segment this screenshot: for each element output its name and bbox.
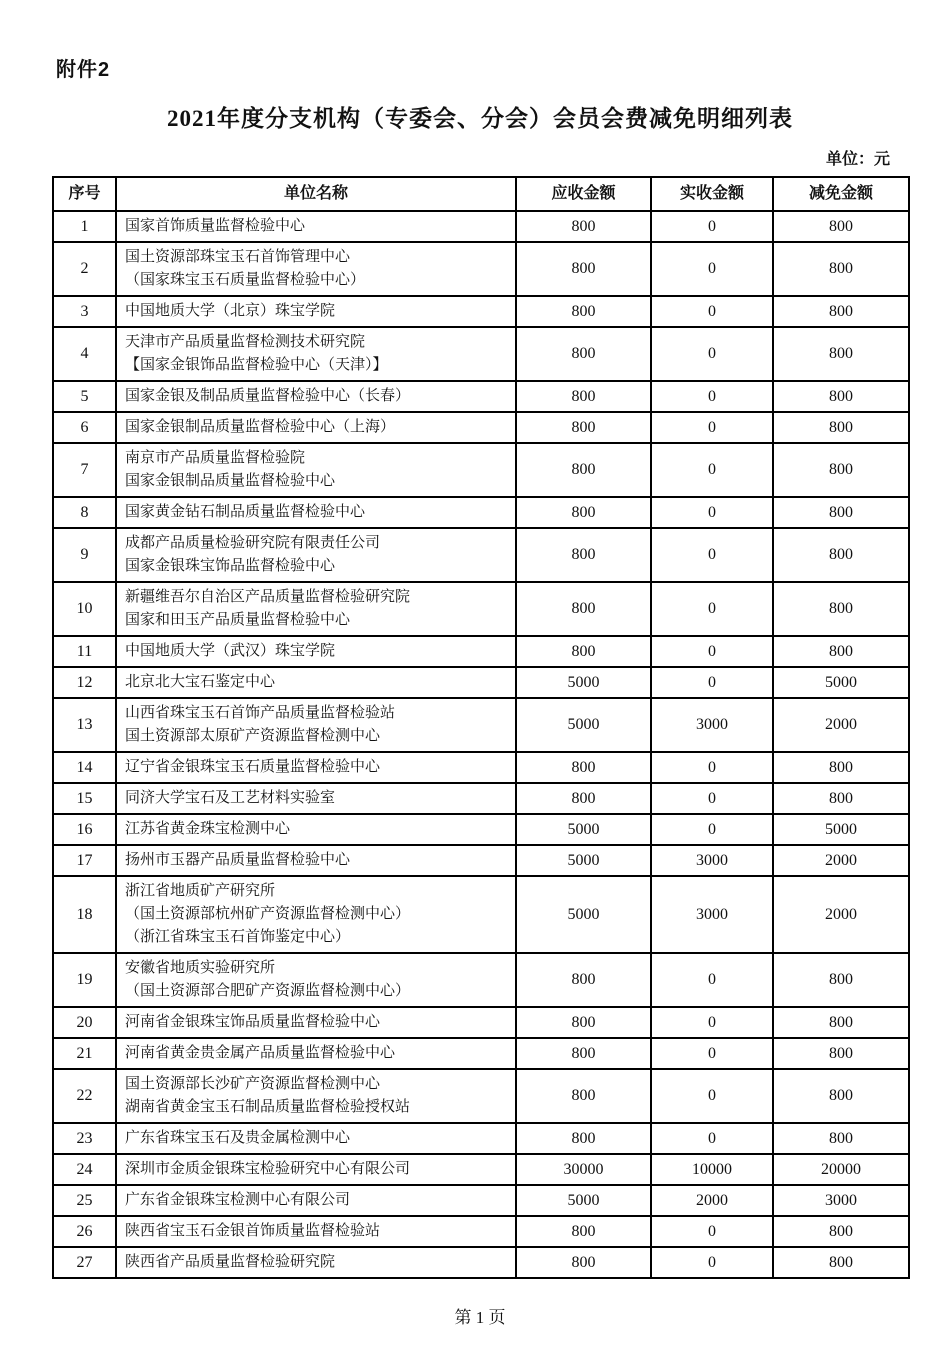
table-row	[53, 1154, 909, 1185]
unit-name-cell: 河南省金银珠宝饰品质量监督检验中心	[116, 1007, 516, 1038]
received-amount-cell: 3000	[651, 845, 773, 876]
table-row	[53, 1247, 909, 1278]
receivable-amount-cell: 800	[516, 327, 651, 381]
table-row	[53, 698, 909, 752]
reduction-amount-cell: 2000	[773, 876, 909, 953]
unit-name-cell: 国家金银制品质量监督检验中心（上海）	[116, 412, 516, 443]
received-amount-cell: 0	[651, 953, 773, 1007]
table-header-row	[53, 177, 909, 211]
reduction-amount-cell: 800	[773, 381, 909, 412]
receivable-amount-cell: 800	[516, 1247, 651, 1278]
receivable-amount-cell: 800	[516, 211, 651, 242]
reduction-amount-cell: 800	[773, 296, 909, 327]
receivable-amount-cell: 800	[516, 783, 651, 814]
unit-name-cell: 成都产品质量检验研究院有限责任公司 国家金银珠宝饰品监督检验中心	[116, 528, 516, 582]
reduction-amount-cell: 800	[773, 1247, 909, 1278]
receivable-amount-cell: 30000	[516, 1154, 651, 1185]
row-number-cell: 23	[53, 1123, 116, 1154]
received-amount-cell: 0	[651, 242, 773, 296]
receivable-amount-cell: 800	[516, 497, 651, 528]
table-row	[53, 1007, 909, 1038]
receivable-amount-cell: 800	[516, 636, 651, 667]
receivable-amount-cell: 800	[516, 381, 651, 412]
unit-name-cell: 国土资源部珠宝玉石首饰管理中心 （国家珠宝玉石质量监督检验中心）	[116, 242, 516, 296]
header-receivable-amount: 应收金额	[516, 177, 651, 211]
reduction-amount-cell: 2000	[773, 845, 909, 876]
reduction-amount-cell: 800	[773, 211, 909, 242]
unit-name-cell: 国家黄金钻石制品质量监督检验中心	[116, 497, 516, 528]
reduction-amount-cell: 800	[773, 636, 909, 667]
receivable-amount-cell: 800	[516, 296, 651, 327]
reduction-amount-cell: 800	[773, 327, 909, 381]
received-amount-cell: 0	[651, 636, 773, 667]
row-number-cell: 12	[53, 667, 116, 698]
reduction-amount-cell: 800	[773, 412, 909, 443]
received-amount-cell: 3000	[651, 698, 773, 752]
row-number-cell: 2	[53, 242, 116, 296]
unit-name-cell: 国土资源部长沙矿产资源监督检测中心 湖南省黄金宝玉石制品质量监督检验授权站	[116, 1069, 516, 1123]
received-amount-cell: 0	[651, 412, 773, 443]
received-amount-cell: 0	[651, 1216, 773, 1247]
table-row	[53, 242, 909, 296]
unit-name-cell: 江苏省黄金珠宝检测中心	[116, 814, 516, 845]
received-amount-cell: 0	[651, 1247, 773, 1278]
row-number-cell: 5	[53, 381, 116, 412]
reduction-amount-cell: 20000	[773, 1154, 909, 1185]
receivable-amount-cell: 5000	[516, 1185, 651, 1216]
receivable-amount-cell: 800	[516, 1007, 651, 1038]
row-number-cell: 4	[53, 327, 116, 381]
unit-name-cell: 新疆维吾尔自治区产品质量监督检验研究院 国家和田玉产品质量监督检验中心	[116, 582, 516, 636]
row-number-cell: 15	[53, 783, 116, 814]
receivable-amount-cell: 800	[516, 242, 651, 296]
unit-name-cell: 河南省黄金贵金属产品质量监督检验中心	[116, 1038, 516, 1069]
row-number-cell: 21	[53, 1038, 116, 1069]
received-amount-cell: 0	[651, 667, 773, 698]
table-row	[53, 636, 909, 667]
header-unit-name: 单位名称	[116, 177, 516, 211]
reduction-amount-cell: 800	[773, 953, 909, 1007]
row-number-cell: 16	[53, 814, 116, 845]
unit-name-cell: 中国地质大学（北京）珠宝学院	[116, 296, 516, 327]
reduction-amount-cell: 800	[773, 582, 909, 636]
table-header	[53, 177, 909, 211]
row-number-cell: 1	[53, 211, 116, 242]
receivable-amount-cell: 800	[516, 528, 651, 582]
received-amount-cell: 3000	[651, 876, 773, 953]
receivable-amount-cell: 800	[516, 752, 651, 783]
row-number-cell: 13	[53, 698, 116, 752]
table-row	[53, 1069, 909, 1123]
unit-name-cell: 安徽省地质实验研究所 （国土资源部合肥矿产资源监督检测中心）	[116, 953, 516, 1007]
receivable-amount-cell: 800	[516, 582, 651, 636]
reduction-amount-cell: 800	[773, 242, 909, 296]
unit-name-cell: 辽宁省金银珠宝玉石质量监督检验中心	[116, 752, 516, 783]
row-number-cell: 26	[53, 1216, 116, 1247]
receivable-amount-cell: 5000	[516, 814, 651, 845]
received-amount-cell: 0	[651, 582, 773, 636]
unit-name-cell: 北京北大宝石鉴定中心	[116, 667, 516, 698]
receivable-amount-cell: 800	[516, 953, 651, 1007]
received-amount-cell: 0	[651, 1007, 773, 1038]
table-body	[53, 211, 909, 1278]
row-number-cell: 25	[53, 1185, 116, 1216]
unit-name-cell: 陕西省宝玉石金银首饰质量监督检验站	[116, 1216, 516, 1247]
unit-name-cell: 国家首饰质量监督检验中心	[116, 211, 516, 242]
table-row	[53, 381, 909, 412]
table-row	[53, 953, 909, 1007]
reduction-amount-cell: 800	[773, 443, 909, 497]
received-amount-cell: 0	[651, 752, 773, 783]
received-amount-cell: 0	[651, 1069, 773, 1123]
unit-name-cell: 南京市产品质量监督检验院 国家金银制品质量监督检验中心	[116, 443, 516, 497]
unit-name-cell: 浙江省地质矿产研究所 （国土资源部杭州矿产资源监督检测中心） （浙江省珠宝玉石首饰鉴定中心）	[116, 876, 516, 953]
receivable-amount-cell: 800	[516, 1038, 651, 1069]
reduction-amount-cell: 800	[773, 783, 909, 814]
reduction-amount-cell: 800	[773, 1216, 909, 1247]
reduction-amount-cell: 800	[773, 1069, 909, 1123]
page-number-footer: 第 1 页	[454, 1308, 506, 1327]
header-received-amount: 实收金额	[651, 177, 773, 211]
row-number-cell: 8	[53, 497, 116, 528]
row-number-cell: 20	[53, 1007, 116, 1038]
receivable-amount-cell: 5000	[516, 698, 651, 752]
received-amount-cell: 0	[651, 783, 773, 814]
table-row	[53, 752, 909, 783]
unit-name-cell: 扬州市玉器产品质量监督检验中心	[116, 845, 516, 876]
reduction-amount-cell: 800	[773, 497, 909, 528]
row-number-cell: 11	[53, 636, 116, 667]
reduction-amount-cell: 800	[773, 1038, 909, 1069]
received-amount-cell: 2000	[651, 1185, 773, 1216]
unit-note: 单位：元	[825, 151, 890, 168]
received-amount-cell: 0	[651, 814, 773, 845]
receivable-amount-cell: 800	[516, 1123, 651, 1154]
table-row	[53, 582, 909, 636]
row-number-cell: 9	[53, 528, 116, 582]
received-amount-cell: 0	[651, 528, 773, 582]
table-row	[53, 327, 909, 381]
received-amount-cell: 0	[651, 211, 773, 242]
received-amount-cell: 10000	[651, 1154, 773, 1185]
reduction-amount-cell: 5000	[773, 814, 909, 845]
received-amount-cell: 0	[651, 296, 773, 327]
row-number-cell: 18	[53, 876, 116, 953]
receivable-amount-cell: 5000	[516, 845, 651, 876]
row-number-cell: 10	[53, 582, 116, 636]
received-amount-cell: 0	[651, 381, 773, 412]
unit-name-cell: 同济大学宝石及工艺材料实验室	[116, 783, 516, 814]
unit-name-cell: 中国地质大学（武汉）珠宝学院	[116, 636, 516, 667]
fee-reduction-table	[52, 176, 910, 1279]
table-row	[53, 443, 909, 497]
table-row	[53, 1123, 909, 1154]
row-number-cell: 19	[53, 953, 116, 1007]
row-number-cell: 14	[53, 752, 116, 783]
table-row	[53, 1038, 909, 1069]
received-amount-cell: 0	[651, 1123, 773, 1154]
received-amount-cell: 0	[651, 443, 773, 497]
receivable-amount-cell: 800	[516, 1216, 651, 1247]
receivable-amount-cell: 800	[516, 412, 651, 443]
table-row	[53, 1185, 909, 1216]
reduction-amount-cell: 5000	[773, 667, 909, 698]
table-row	[53, 667, 909, 698]
reduction-amount-cell: 800	[773, 528, 909, 582]
received-amount-cell: 0	[651, 497, 773, 528]
row-number-cell: 27	[53, 1247, 116, 1278]
table-row	[53, 814, 909, 845]
table-row	[53, 211, 909, 242]
row-number-cell: 7	[53, 443, 116, 497]
unit-name-cell: 陕西省产品质量监督检验研究院	[116, 1247, 516, 1278]
document-title: 2021年度分支机构（专委会、分会）会员会费减免明细列表	[167, 106, 793, 131]
receivable-amount-cell: 800	[516, 1069, 651, 1123]
table-row	[53, 497, 909, 528]
row-number-cell: 3	[53, 296, 116, 327]
row-number-cell: 17	[53, 845, 116, 876]
table-row	[53, 783, 909, 814]
row-number-cell: 6	[53, 412, 116, 443]
attachment-label: 附件2	[56, 59, 111, 81]
unit-name-cell: 山西省珠宝玉石首饰产品质量监督检验站 国土资源部太原矿产资源监督检测中心	[116, 698, 516, 752]
received-amount-cell: 0	[651, 327, 773, 381]
reduction-amount-cell: 800	[773, 752, 909, 783]
receivable-amount-cell: 5000	[516, 667, 651, 698]
header-reduction-amount: 减免金额	[773, 177, 909, 211]
table-row	[53, 296, 909, 327]
unit-name-cell: 深圳市金质金银珠宝检验研究中心有限公司	[116, 1154, 516, 1185]
received-amount-cell: 0	[651, 1038, 773, 1069]
table-row	[53, 528, 909, 582]
unit-name-cell: 广东省金银珠宝检测中心有限公司	[116, 1185, 516, 1216]
unit-name-cell: 国家金银及制品质量监督检验中心（长春）	[116, 381, 516, 412]
reduction-amount-cell: 800	[773, 1007, 909, 1038]
header-serial-number: 序号	[53, 177, 116, 211]
table-row	[53, 1216, 909, 1247]
table-row	[53, 845, 909, 876]
unit-name-cell: 天津市产品质量监督检测技术研究院 【国家金银饰品监督检验中心（天津）】	[116, 327, 516, 381]
reduction-amount-cell: 800	[773, 1123, 909, 1154]
table-row	[53, 876, 909, 953]
row-number-cell: 22	[53, 1069, 116, 1123]
receivable-amount-cell: 5000	[516, 876, 651, 953]
unit-name-cell: 广东省珠宝玉石及贵金属检测中心	[116, 1123, 516, 1154]
row-number-cell: 24	[53, 1154, 116, 1185]
table-row	[53, 412, 909, 443]
receivable-amount-cell: 800	[516, 443, 651, 497]
reduction-amount-cell: 3000	[773, 1185, 909, 1216]
reduction-amount-cell: 2000	[773, 698, 909, 752]
